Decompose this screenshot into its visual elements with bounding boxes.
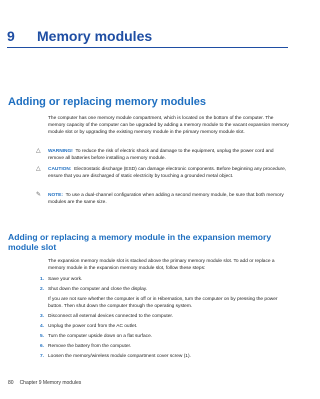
list-item: 5. Turn the computer upside down on a flat surface. <box>40 334 153 339</box>
chapter-title: Memory modules <box>37 28 153 44</box>
subsection-intro: The expansion memory module slot is stacked above the primary memory module slot. To add or replace a memory module in the expansion memory module slot, follow these steps: <box>48 259 275 271</box>
caution-note <box>36 166 290 180</box>
warning-triangle-icon: △ <box>36 148 41 154</box>
list-item: 6. Remove the battery from the computer. <box>40 344 132 349</box>
steps-list <box>40 276 290 363</box>
warning-text: To reduce the risk of electric shock and damage to the equipment, unplug the power cord and remove all batteries before installing a memory module. <box>48 149 274 161</box>
caution-text: Electrostatic discharge (ESD) can damage electronic components. Before beginning any procedure, ensure that you are discharged of static electricity by touching a grounded metal object. <box>48 167 287 179</box>
list-item: 3. Disconnect all external devices connected to the computer. <box>40 314 174 319</box>
note-icon: ✎ <box>36 192 42 198</box>
note-label: NOTE: <box>48 193 63 198</box>
page-number: 80 <box>8 380 14 386</box>
step-subnote: If you are not sure whether the computer is off or in Hibernation, turn the computer on by pressing the power button. Then shut down the computer through the operating system. <box>48 297 278 309</box>
section-heading: Adding or replacing memory modules <box>8 96 207 108</box>
caution-label: CAUTION: <box>48 167 72 172</box>
chapter-heading <box>7 28 288 48</box>
note-box <box>36 192 290 206</box>
chapter-number: 9 <box>7 28 15 44</box>
list-item: 7. Loosen the memory/wireless module compartment cover screw (1). <box>40 354 191 359</box>
footer-chapter: Chapter 9 Memory modules <box>19 380 82 386</box>
page-footer <box>8 380 87 386</box>
warning-note <box>36 148 290 162</box>
list-item: 1. Save your work. <box>40 277 83 282</box>
subsection-heading: Adding or replacing a memory module in the expansion memory module slot <box>8 232 272 252</box>
caution-triangle-icon: △ <box>36 166 41 172</box>
warning-label: WARNING! <box>48 149 73 154</box>
note-text: To use a dual-channel configuration when adding a second memory module, be sure that both memory modules are the same size. <box>48 193 284 205</box>
list-item: 2. Shut down the computer and close the display. <box>40 287 148 292</box>
list-item: 4. Unplug the power cord from the AC outlet. <box>40 324 138 329</box>
section-intro: The computer has one memory module compartment, which is located on the bottom of the computer. The memory capacity of the computer can be upgraded by adding a memory module to the vacant expansion memory module slot or by upgrading the existing memory module in the primary memory module slot. <box>48 116 289 135</box>
